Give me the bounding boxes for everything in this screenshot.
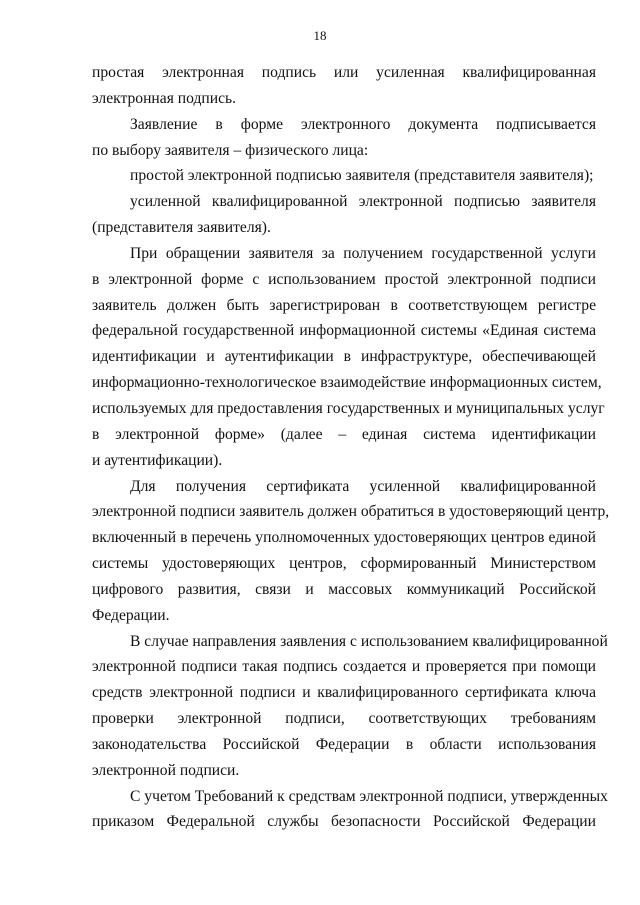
- text-line: Федерации.: [92, 606, 170, 624]
- text-line: информационно-технологическое взаимодействие информационных систем,: [92, 374, 602, 392]
- text-line: усиленной квалифицированной электронной подписью заявителя: [130, 193, 596, 211]
- paragraph: [92, 474, 610, 629]
- text-line: и аутентификации).: [92, 451, 223, 469]
- text-line: законодательства Российской Федерации в области использования: [92, 735, 596, 753]
- text-line: идентификации и аутентификации в инфраструктуре, обеспечивающей: [92, 348, 596, 366]
- text-line: При обращении заявителя за получением государственной услуги: [130, 244, 596, 262]
- text-line: простая электронная подпись или усиленная квалифицированная: [92, 64, 596, 81]
- paragraph: [92, 112, 596, 164]
- text-line: заявитель должен быть зарегистрирован в соответствующем регистре: [92, 296, 596, 314]
- text-line: (представителя заявителя).: [92, 219, 271, 237]
- paragraph: [92, 163, 596, 189]
- text-line: приказом Федеральной службы безопасности Российской Федерации: [92, 813, 596, 831]
- paragraph: [92, 241, 605, 474]
- text-line: С учетом Требований к средствам электронной подписи, утвержденных: [130, 787, 608, 805]
- text-line: простой электронной подписью заявителя (представителя заявителя);: [130, 167, 594, 185]
- text-line: средств электронной подписи и квалифицированного сертификата ключа: [92, 684, 596, 702]
- paragraph: [92, 60, 596, 112]
- document-body: [92, 60, 610, 835]
- text-line: системы удостоверяющих центров, сформированный Министерством: [92, 555, 596, 573]
- text-line: используемых для предоставления государственных и муниципальных услуг: [92, 399, 605, 417]
- text-line: электронной подписи.: [92, 761, 240, 779]
- paragraph: [92, 629, 608, 784]
- text-line: в электронной форме» (далее – единая система идентификации: [92, 425, 596, 443]
- text-line: электронной подписи такая подпись создается и проверяется при помощи: [92, 658, 596, 676]
- text-line: цифрового развития, связи и массовых коммуникаций Российской: [92, 580, 596, 598]
- text-line: электронной подписи заявитель должен обратиться в удостоверяющий центр,: [92, 503, 610, 521]
- text-line: включенный в перечень уполномоченных удостоверяющих центров единой: [92, 529, 596, 547]
- page-number: 18: [313, 28, 327, 43]
- text-line: проверки электронной подписи, соответствующих требованиям: [92, 710, 596, 728]
- text-line: федеральной государственной информационной системы «Единая система: [92, 322, 596, 340]
- text-line: В случае направления заявления с использованием квалифицированной: [130, 632, 608, 650]
- paragraph: [92, 189, 596, 241]
- text-line: электронная подпись.: [92, 89, 237, 107]
- text-line: по выбору заявителя – физического лица:: [92, 141, 369, 159]
- text-line: в электронной форме с использованием простой электронной подписи: [92, 270, 596, 288]
- text-line: Заявление в форме электронного документа подписывается: [130, 115, 596, 133]
- paragraph: [92, 784, 608, 836]
- text-line: Для получения сертификата усиленной квалифицированной: [130, 477, 596, 495]
